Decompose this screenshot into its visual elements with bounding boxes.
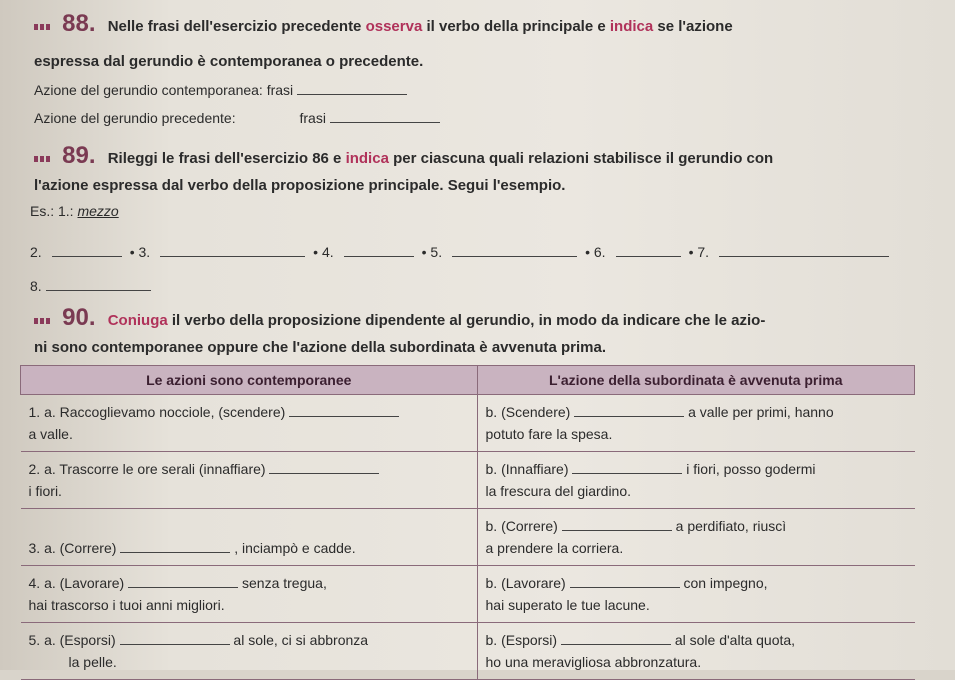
exercise-90-heading — [34, 304, 766, 331]
contemporanea-label: Azione del gerundio contemporanea: frasi — [34, 82, 294, 98]
item-8-blank[interactable] — [46, 278, 151, 291]
row-5-a-blank[interactable] — [120, 632, 230, 645]
exercise-89-instruction-part2: per ciascuna quali relazioni stabilisce il gerundio con — [393, 150, 774, 167]
table-row — [21, 509, 915, 566]
exercise-89-instruction-line2: l'azione espressa dal verbo della proposizione principale. Segui l'esempio. — [34, 177, 566, 194]
exercise-88-number: 88. — [62, 10, 96, 37]
exercise-90-table — [20, 365, 915, 680]
exercise-89-number: 89. — [62, 142, 96, 169]
item-7-blank[interactable] — [719, 244, 889, 257]
item-3-label: • 3. — [129, 244, 151, 260]
row-5-b: b. (Esporsi) al sole d'alta quota, ho una meravigliosa abbronzatura. — [477, 623, 915, 680]
difficulty-bars-icon — [34, 24, 52, 30]
row-3-a-blank[interactable] — [120, 540, 230, 553]
table-row — [21, 623, 915, 680]
exercise-90-number: 90. — [62, 304, 96, 331]
exercise-88-keyword-indica: indica — [609, 18, 654, 35]
column-header-contemporanee: Le azioni sono contemporanee — [21, 366, 478, 395]
table-row — [21, 566, 915, 623]
exercise-88-instruction-part1: Nelle frasi dell'esercizio precedente — [107, 18, 366, 35]
row-2-b-blank[interactable] — [572, 461, 682, 474]
row-1-b: b. (Scendere) a valle per primi, hanno potuto fare la spesa. — [477, 395, 915, 452]
exercise-89-item-8 — [30, 278, 151, 294]
row-2-a: 2. a. Trascorre le ore serali (innaffiare) i fiori. — [21, 452, 478, 509]
item-6-label: • 6. — [585, 244, 606, 260]
row-3-b: b. (Correre) a perdifiato, riuscì a prendere la corriera. — [477, 509, 915, 566]
item-2-blank[interactable] — [52, 244, 122, 257]
exercise-88-line-precedente — [34, 110, 440, 126]
exercise-88-keyword-osserva: osserva — [365, 18, 423, 35]
row-4-a-blank[interactable] — [128, 575, 238, 588]
column-header-precedente: L'azione della subordinata è avvenuta prima — [477, 366, 915, 395]
row-4-a: 4. a. (Lavorare) senza tregua, hai trascorso i tuoi anni migliori. — [21, 566, 478, 623]
row-1-a: 1. a. Raccoglievamo nocciole, (scendere) a valle. — [21, 395, 478, 452]
row-3-b-blank[interactable] — [562, 518, 672, 531]
exercise-89-instruction-part1: Rileggi le frasi dell'esercizio 86 e — [107, 150, 346, 167]
example-label: Es.: 1.: — [30, 203, 78, 219]
item-4-blank[interactable] — [344, 244, 414, 257]
item-3-blank[interactable] — [160, 244, 305, 257]
precedente-answer-blank[interactable] — [330, 110, 440, 123]
item-4-label: • 4. — [313, 244, 334, 260]
example-value: mezzo — [77, 203, 119, 219]
exercise-89-heading — [34, 142, 774, 169]
difficulty-bars-icon — [34, 156, 52, 162]
item-2-label: 2. — [30, 244, 42, 260]
difficulty-bars-icon — [34, 318, 52, 324]
precedente-frasi-label: frasi — [299, 110, 326, 126]
item-6-blank[interactable] — [616, 244, 681, 257]
contemporanea-answer-blank[interactable] — [297, 82, 407, 95]
exercise-88-heading — [34, 10, 733, 37]
row-5-a: 5. a. (Esporsi) al sole, ci si abbronza la pelle. — [21, 623, 478, 680]
row-2-a-blank[interactable] — [269, 461, 379, 474]
exercise-88-instruction-line2: espressa dal gerundio è contemporanea o precedente. — [34, 53, 424, 70]
exercise-88-instruction-part2: il verbo della principale e — [426, 18, 610, 35]
row-3-a: 3. a. (Correre) , inciampò e cadde. — [21, 509, 478, 566]
exercise-89-answer-row — [30, 244, 889, 260]
row-2-b: b. (Innaffiare) i fiori, posso godermi la frescura del giardino. — [477, 452, 915, 509]
exercise-90-instruction-part1: il verbo della proposizione dipendente al gerundio, in modo da indicare che le azio- — [171, 312, 766, 329]
exercise-89-keyword-indica: indica — [345, 150, 389, 167]
precedente-label: Azione del gerundio precedente: — [34, 110, 236, 126]
row-1-a-blank[interactable] — [289, 404, 399, 417]
exercise-88-instruction-part3: se l'azione — [657, 18, 733, 35]
row-4-b-blank[interactable] — [570, 575, 680, 588]
exercise-90-keyword-coniuga: Coniuga — [107, 312, 168, 329]
row-5-b-blank[interactable] — [561, 632, 671, 645]
row-1-b-blank[interactable] — [574, 404, 684, 417]
item-8-label: 8. — [30, 278, 42, 294]
item-5-blank[interactable] — [452, 244, 577, 257]
exercise-89-example — [30, 203, 119, 219]
item-5-label: • 5. — [421, 244, 443, 260]
table-row — [21, 395, 915, 452]
exercise-90-instruction-line2: ni sono contemporanee oppure che l'azione della subordinata è avvenuta prima. — [34, 339, 607, 356]
row-4-b: b. (Lavorare) con impegno, hai superato le tue lacune. — [477, 566, 915, 623]
table-row — [21, 452, 915, 509]
item-7-label: • 7. — [688, 244, 710, 260]
exercise-88-line-contemporanea — [34, 82, 407, 98]
